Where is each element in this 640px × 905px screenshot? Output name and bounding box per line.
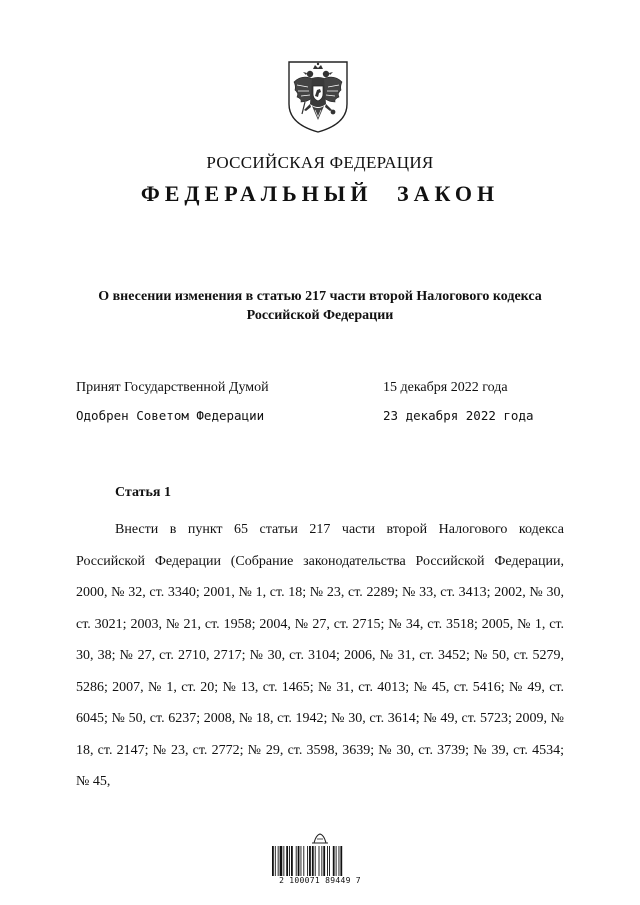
law-subject-line-2: Российской Федерации [246,308,394,323]
barcode-number: 2 100071 89449 7 [279,876,361,885]
adoption-duma-date: 15 декабря 2022 года [383,380,508,395]
law-subject-line-1: О внесении изменения в статью 217 части второй Налогового кодекса [98,289,542,304]
publisher-logo-icon [270,832,370,846]
adoption-duma-label: Принят Государственной Думой [76,380,269,395]
article-body-text: Внести в пункт 65 статьи 217 части второй Налогового кодекса Российской Федерации (Собрание законодательства Российской Федерации, 2000, № 32, ст. 3340; 2001, № 1, ст. 18; № 23, ст. 2289; № 33, ст. 3413; 2002, № 30, ст. 3021; 2003, № 21, ст. 1958; 2004, № 27, ст. 2715; № 34, ст. 3518; 2005, № 1, ст. 30, 38; № 27, ст. 2710, 2717; № 30, ст. 3104; 2006, № 31, ст. 3452; № 50, ст. 5279, 5286; 2007, № 1, ст. 20; № 13, ст. 1465; № 31, ст. 4013; № 45, ст. 5416; № 49, ст. 6045; № 50, ст. 6237; 2008, № 18, ст. 1942; № 30, ст. 3614; № 49, ст. 5723; 2009, № 18, ст. 2147; № 23, ст. 2772; № 29, ст. 3598, 3639; № 30, ст. 3739; № 39, ст. 4534; № 45, [76,522,564,789]
country-name: РОССИЙСКАЯ ФЕДЕРАЦИЯ [206,153,434,172]
law-subject [70,287,570,325]
document-type-title: ФЕДЕРАЛЬНЫЙ ЗАКОН [140,181,500,206]
article-heading: Статья 1 [115,485,171,500]
adoption-council-label: Одобрен Советом Федерации [76,408,265,423]
russian-coat-of-arms-icon [286,60,350,134]
adoption-council-date: 23 декабря 2022 года [383,408,534,423]
barcode-icon [272,846,368,876]
